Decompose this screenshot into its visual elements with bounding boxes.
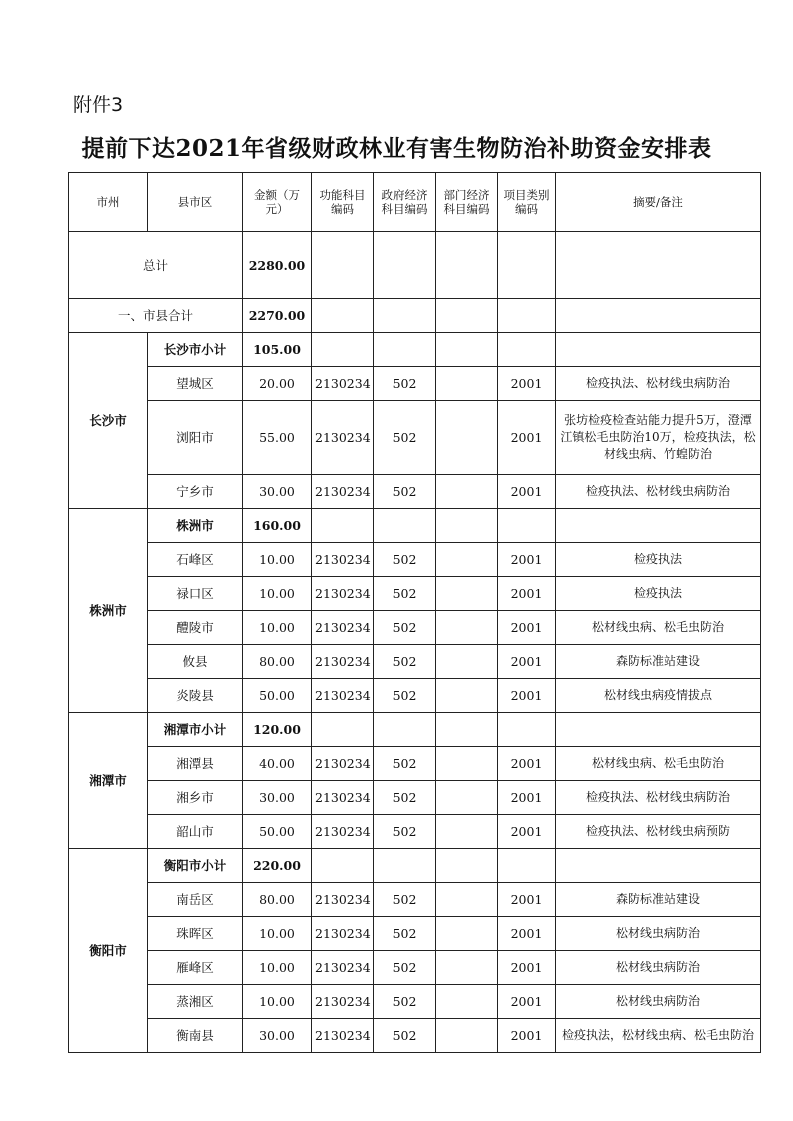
empty-cell (498, 333, 556, 367)
proj-code-cell: 2001 (498, 815, 556, 849)
note-cell: 检疫执法、松材线虫病预防 (556, 815, 761, 849)
dept-code-cell (436, 679, 498, 713)
header-note: 摘要/备注 (556, 173, 761, 232)
gov-code-cell: 502 (374, 747, 436, 781)
empty-cell (498, 232, 556, 299)
dept-code-cell (436, 781, 498, 815)
subtotal-row (69, 509, 761, 543)
dept-code-cell (436, 1019, 498, 1053)
dept-code-cell (436, 577, 498, 611)
proj-code-cell: 2001 (498, 917, 556, 951)
amount-cell: 80.00 (243, 645, 312, 679)
empty-cell (312, 849, 374, 883)
note-cell: 检疫执法、松材线虫病防治 (556, 367, 761, 401)
city-name: 湘潭市 (69, 713, 148, 849)
empty-cell (374, 232, 436, 299)
county-name: 望城区 (148, 367, 243, 401)
county-name: 攸县 (148, 645, 243, 679)
proj-code-cell: 2001 (498, 611, 556, 645)
amount-cell: 10.00 (243, 577, 312, 611)
dept-code-cell (436, 883, 498, 917)
proj-code-cell: 2001 (498, 543, 556, 577)
note-cell: 松材线虫病、松毛虫防治 (556, 747, 761, 781)
func-code-cell: 2130234 (312, 475, 374, 509)
dept-code-cell (436, 951, 498, 985)
table-row (69, 815, 761, 849)
note-cell: 森防标准站建设 (556, 645, 761, 679)
county-name: 雁峰区 (148, 951, 243, 985)
table-row (69, 543, 761, 577)
empty-cell (374, 333, 436, 367)
subtotal-label: 衡阳市小计 (148, 849, 243, 883)
amount-cell: 40.00 (243, 747, 312, 781)
dept-code-cell (436, 475, 498, 509)
county-name: 韶山市 (148, 815, 243, 849)
proj-code-cell: 2001 (498, 951, 556, 985)
empty-cell (556, 232, 761, 299)
amount-cell: 30.00 (243, 475, 312, 509)
proj-code-cell: 2001 (498, 781, 556, 815)
func-code-cell: 2130234 (312, 367, 374, 401)
proj-code-cell: 2001 (498, 475, 556, 509)
header-gov-code: 政府经济科目编码 (374, 173, 436, 232)
empty-cell (374, 299, 436, 333)
county-name: 宁乡市 (148, 475, 243, 509)
proj-code-cell: 2001 (498, 985, 556, 1019)
table-row (69, 475, 761, 509)
attachment-label: 附件3 (73, 94, 124, 116)
empty-cell (312, 509, 374, 543)
header-city: 市州 (69, 173, 148, 232)
note-cell: 检疫执法、松材线虫病防治 (556, 475, 761, 509)
empty-cell (374, 509, 436, 543)
note-cell: 检疫执法 (556, 543, 761, 577)
county-name: 禄口区 (148, 577, 243, 611)
note-cell: 张坊检疫检查站能力提升5万，澄潭江镇松毛虫防治10万，检疫执法，松材线虫病、竹蝗防治 (556, 401, 761, 475)
dept-code-cell (436, 645, 498, 679)
empty-cell (312, 333, 374, 367)
proj-code-cell: 2001 (498, 1019, 556, 1053)
table-row (69, 917, 761, 951)
subtotal-row (69, 333, 761, 367)
func-code-cell: 2130234 (312, 883, 374, 917)
amount-cell: 10.00 (243, 543, 312, 577)
table-row (69, 1019, 761, 1053)
amount-cell: 50.00 (243, 679, 312, 713)
empty-cell (312, 232, 374, 299)
city-name: 长沙市 (69, 333, 148, 509)
note-cell: 检疫执法、松材线虫病防治 (556, 781, 761, 815)
total-row (69, 232, 761, 299)
empty-cell (312, 713, 374, 747)
subtotal-amount: 120.00 (243, 713, 312, 747)
func-code-cell: 2130234 (312, 917, 374, 951)
gov-code-cell: 502 (374, 679, 436, 713)
note-cell: 松材线虫病防治 (556, 917, 761, 951)
table-row (69, 951, 761, 985)
total-label: 总计 (69, 232, 243, 299)
empty-cell (556, 713, 761, 747)
gov-code-cell: 502 (374, 951, 436, 985)
county-name: 蒸湘区 (148, 985, 243, 1019)
empty-cell (556, 509, 761, 543)
gov-code-cell: 502 (374, 543, 436, 577)
subtotal-amount: 220.00 (243, 849, 312, 883)
gov-code-cell: 502 (374, 401, 436, 475)
amount-cell: 30.00 (243, 781, 312, 815)
subtotal-amount: 160.00 (243, 509, 312, 543)
header-amount: 金额（万元） (243, 173, 312, 232)
empty-cell (498, 299, 556, 333)
amount-cell: 80.00 (243, 883, 312, 917)
table-row (69, 645, 761, 679)
func-code-cell: 2130234 (312, 577, 374, 611)
subtotal-label: 长沙市小计 (148, 333, 243, 367)
subtotal-row (69, 713, 761, 747)
empty-cell (498, 849, 556, 883)
dept-code-cell (436, 611, 498, 645)
func-code-cell: 2130234 (312, 815, 374, 849)
amount-cell: 10.00 (243, 611, 312, 645)
dept-code-cell (436, 747, 498, 781)
func-code-cell: 2130234 (312, 679, 374, 713)
note-cell: 松材线虫病防治 (556, 951, 761, 985)
county-name: 炎陵县 (148, 679, 243, 713)
dept-code-cell (436, 985, 498, 1019)
note-cell: 松材线虫病防治 (556, 985, 761, 1019)
gov-code-cell: 502 (374, 883, 436, 917)
table-row (69, 747, 761, 781)
county-total-amount: 2270.00 (243, 299, 312, 333)
amount-cell: 10.00 (243, 985, 312, 1019)
city-name: 株洲市 (69, 509, 148, 713)
note-cell: 检疫执法，松材线虫病、松毛虫防治 (556, 1019, 761, 1053)
table-row (69, 367, 761, 401)
city-name: 衡阳市 (69, 849, 148, 1053)
gov-code-cell: 502 (374, 985, 436, 1019)
note-cell: 松材线虫病、松毛虫防治 (556, 611, 761, 645)
proj-code-cell: 2001 (498, 401, 556, 475)
gov-code-cell: 502 (374, 577, 436, 611)
dept-code-cell (436, 815, 498, 849)
county-name: 南岳区 (148, 883, 243, 917)
amount-cell: 10.00 (243, 917, 312, 951)
empty-cell (436, 713, 498, 747)
empty-cell (436, 509, 498, 543)
func-code-cell: 2130234 (312, 645, 374, 679)
empty-cell (556, 299, 761, 333)
table-row (69, 679, 761, 713)
dept-code-cell (436, 367, 498, 401)
empty-cell (436, 232, 498, 299)
proj-code-cell: 2001 (498, 883, 556, 917)
empty-cell (436, 849, 498, 883)
func-code-cell: 2130234 (312, 401, 374, 475)
func-code-cell: 2130234 (312, 1019, 374, 1053)
amount-cell: 50.00 (243, 815, 312, 849)
gov-code-cell: 502 (374, 611, 436, 645)
gov-code-cell: 502 (374, 917, 436, 951)
gov-code-cell: 502 (374, 645, 436, 679)
allocation-table (68, 172, 761, 1053)
empty-cell (374, 713, 436, 747)
subtotal-label: 湘潭市小计 (148, 713, 243, 747)
dept-code-cell (436, 401, 498, 475)
func-code-cell: 2130234 (312, 747, 374, 781)
subtotal-row (69, 849, 761, 883)
amount-cell: 10.00 (243, 951, 312, 985)
note-cell: 松材线虫病疫情拔点 (556, 679, 761, 713)
empty-cell (498, 509, 556, 543)
table-row (69, 985, 761, 1019)
header-func-code: 功能科目编码 (312, 173, 374, 232)
county-name: 浏阳市 (148, 401, 243, 475)
county-total-row (69, 299, 761, 333)
gov-code-cell: 502 (374, 367, 436, 401)
empty-cell (374, 849, 436, 883)
county-name: 珠晖区 (148, 917, 243, 951)
func-code-cell: 2130234 (312, 781, 374, 815)
header-dept-code: 部门经济科目编码 (436, 173, 498, 232)
total-amount: 2280.00 (243, 232, 312, 299)
gov-code-cell: 502 (374, 1019, 436, 1053)
proj-code-cell: 2001 (498, 645, 556, 679)
subtotal-label: 株洲市 (148, 509, 243, 543)
county-total-label: 一、市县合计 (69, 299, 243, 333)
empty-cell (312, 299, 374, 333)
header-row (69, 173, 761, 232)
gov-code-cell: 502 (374, 475, 436, 509)
table-row (69, 883, 761, 917)
dept-code-cell (436, 543, 498, 577)
amount-cell: 55.00 (243, 401, 312, 475)
func-code-cell: 2130234 (312, 985, 374, 1019)
county-name: 衡南县 (148, 1019, 243, 1053)
proj-code-cell: 2001 (498, 747, 556, 781)
table-row (69, 577, 761, 611)
amount-cell: 30.00 (243, 1019, 312, 1053)
county-name: 醴陵市 (148, 611, 243, 645)
func-code-cell: 2130234 (312, 951, 374, 985)
gov-code-cell: 502 (374, 815, 436, 849)
gov-code-cell: 502 (374, 781, 436, 815)
func-code-cell: 2130234 (312, 611, 374, 645)
func-code-cell: 2130234 (312, 543, 374, 577)
empty-cell (556, 333, 761, 367)
empty-cell (436, 299, 498, 333)
proj-code-cell: 2001 (498, 577, 556, 611)
empty-cell (498, 713, 556, 747)
note-cell: 检疫执法 (556, 577, 761, 611)
note-cell: 森防标准站建设 (556, 883, 761, 917)
county-name: 湘潭县 (148, 747, 243, 781)
proj-code-cell: 2001 (498, 367, 556, 401)
subtotal-amount: 105.00 (243, 333, 312, 367)
county-name: 石峰区 (148, 543, 243, 577)
empty-cell (556, 849, 761, 883)
county-name: 湘乡市 (148, 781, 243, 815)
table-row (69, 611, 761, 645)
proj-code-cell: 2001 (498, 679, 556, 713)
document-title: 提前下达2021年省级财政林业有害生物防治补助资金安排表 (81, 135, 712, 162)
header-proj-code: 项目类别编码 (498, 173, 556, 232)
empty-cell (436, 333, 498, 367)
header-county: 县市区 (148, 173, 243, 232)
table-row (69, 781, 761, 815)
dept-code-cell (436, 917, 498, 951)
table-row (69, 401, 761, 475)
amount-cell: 20.00 (243, 367, 312, 401)
